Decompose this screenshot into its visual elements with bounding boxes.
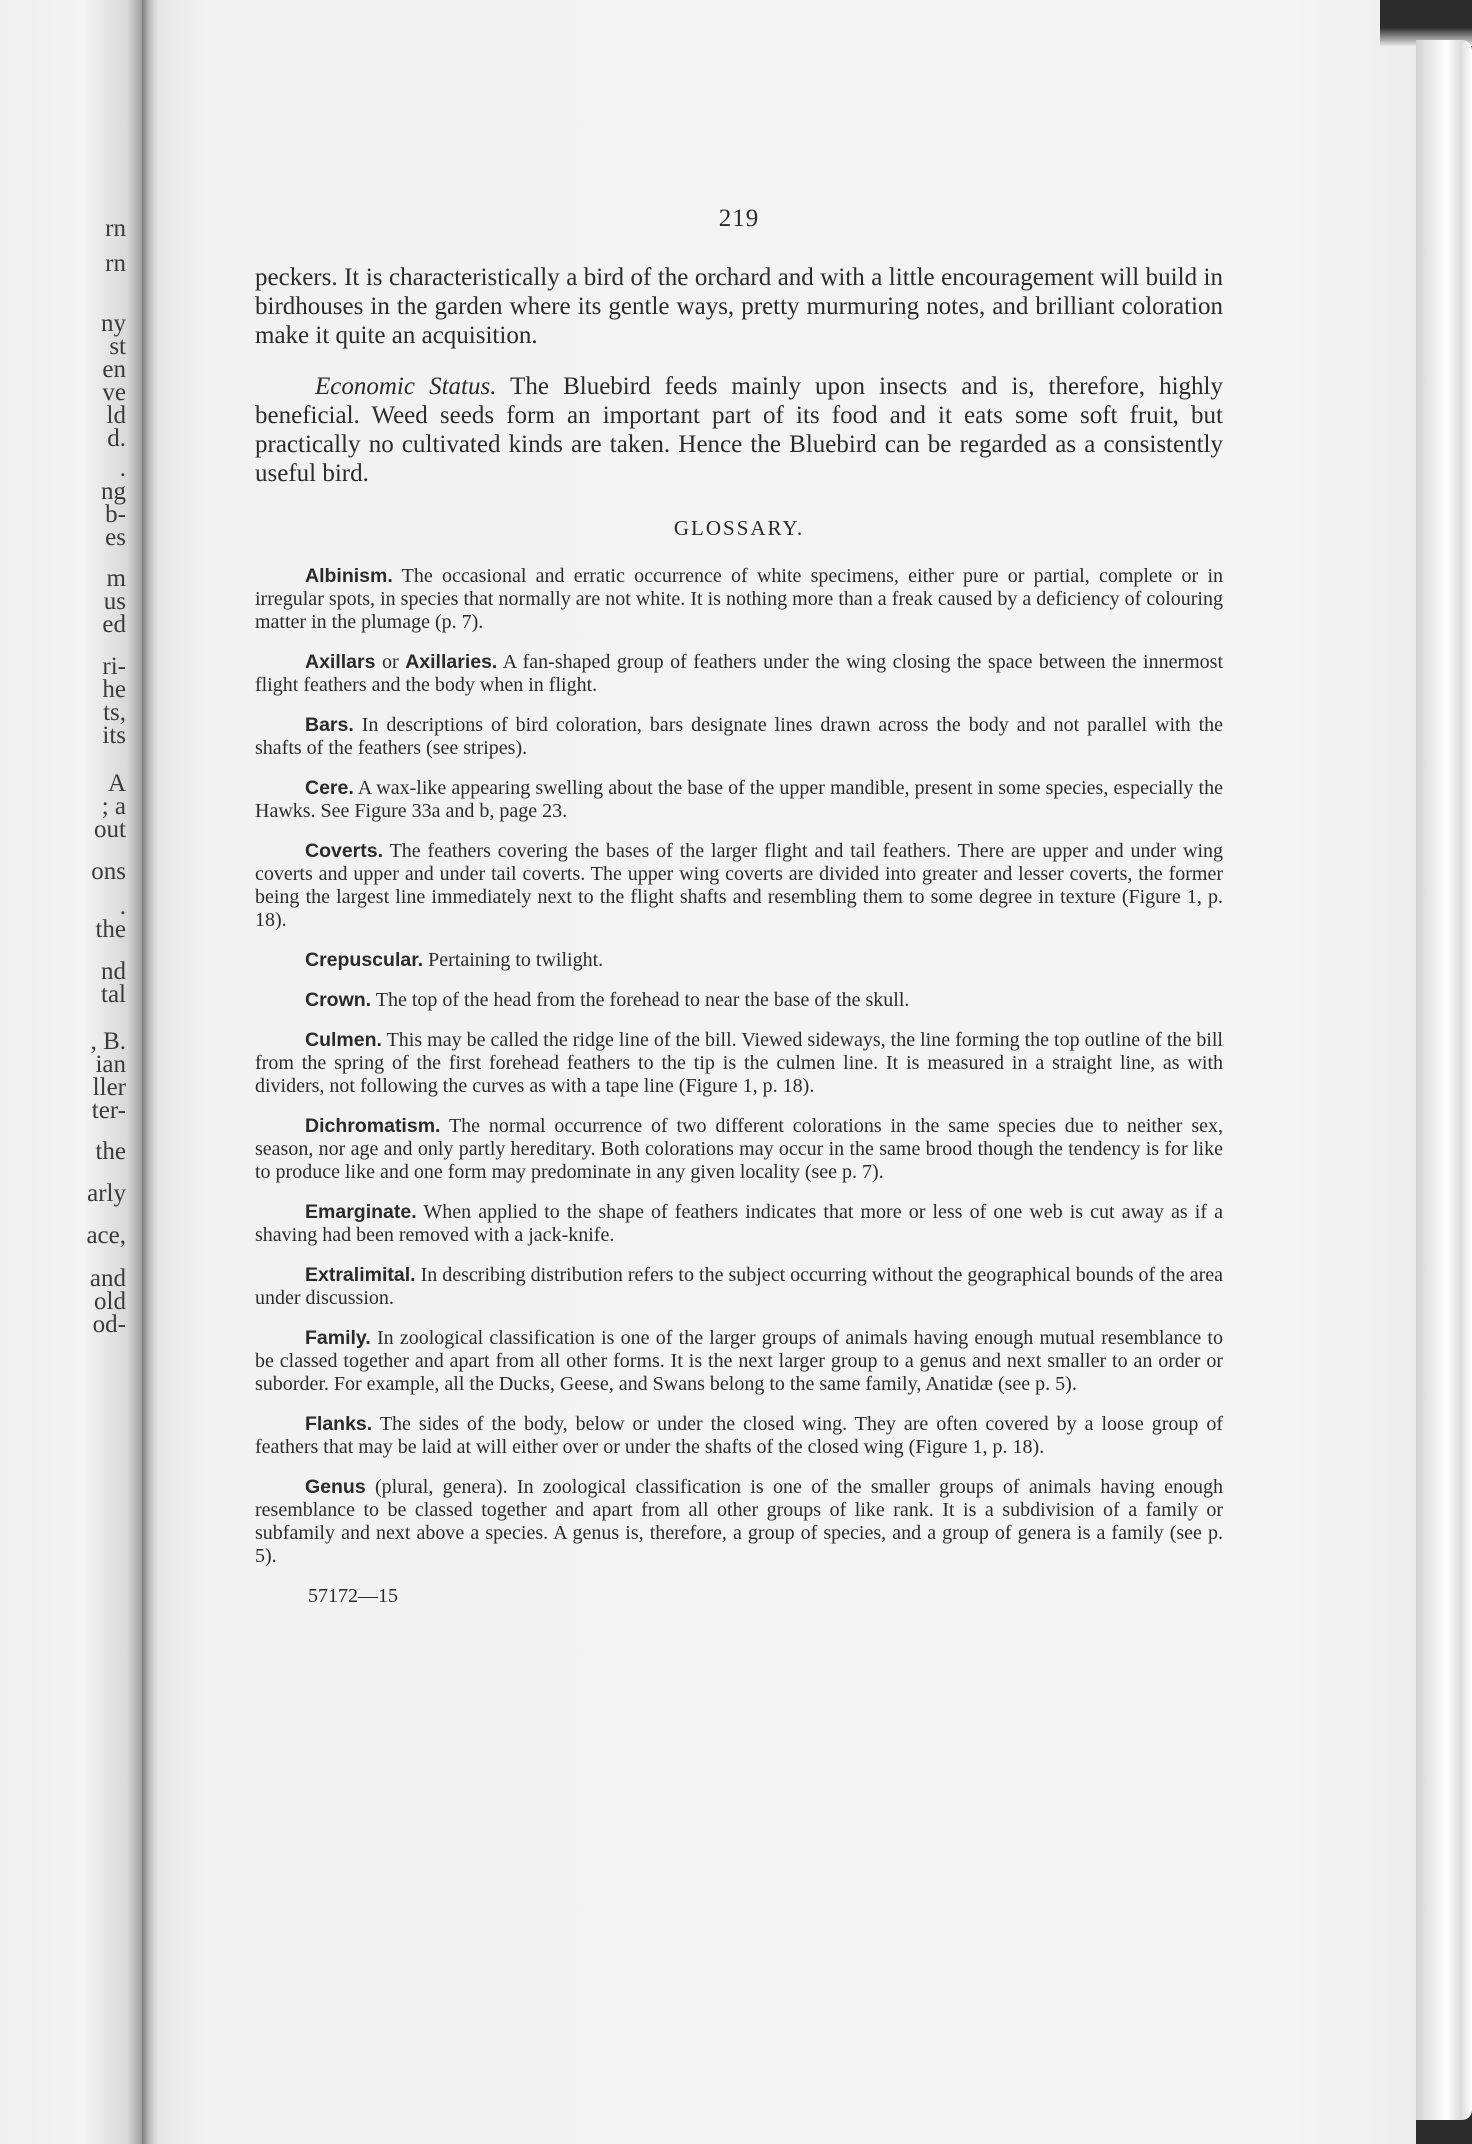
- glossary-entry: [255, 651, 1223, 697]
- glossary-entry: [255, 1476, 1223, 1568]
- glossary-entry: [255, 949, 1223, 972]
- left-page-fragment: rn: [105, 250, 126, 277]
- glossary-term: Axillars: [305, 651, 376, 673]
- glossary-entry: [255, 1115, 1223, 1184]
- left-page-fragment: tal: [101, 981, 126, 1008]
- glossary-heading: GLOSSARY.: [673, 516, 805, 540]
- glossary-term-connector: or: [375, 651, 406, 673]
- left-page-fragment: ons: [91, 858, 126, 885]
- glossary-entry: [255, 777, 1223, 823]
- left-page-fragment: A: [107, 770, 126, 797]
- glossary-definition: In descriptions of bird coloration, bars designate lines drawn across the body and not parallel with the shafts of the feathers (see stripes).: [255, 714, 1223, 759]
- left-page-fragment: ng: [101, 478, 126, 505]
- glossary-term: Emarginate.: [305, 1201, 417, 1223]
- left-facing-page: [0, 0, 142, 2144]
- economic-status-paragraph: [255, 372, 1223, 488]
- left-page-fragment: its: [102, 722, 126, 749]
- left-page-fragment: us: [103, 588, 126, 615]
- economic-status-text: The Bluebird feeds mainly upon insects and is, therefore, highly beneficial. Weed seeds form an important part of its food and it eats some soft fruit, but practically no cultivated kinds are taken. Hence the Bluebird can be regarded as a consistently useful bird.: [255, 373, 1224, 487]
- glossary-term: Dichromatism.: [305, 1115, 441, 1137]
- glossary-definition: In zoological classification is one of the smaller groups of animals having enough resemblance to be classed together and apart from all other groups of like rank. It is a subdivision of a family or subfamily and next above a species. A genus is, therefore, a group of species, and a group of genera is a family (see p. 5).: [255, 1476, 1224, 1567]
- left-page-fragment: ts,: [103, 699, 126, 726]
- left-page-fragment: the: [95, 916, 126, 943]
- glossary-term: Flanks.: [305, 1413, 373, 1435]
- left-page-fragment: b-: [105, 501, 126, 528]
- left-page-fragment: rn: [105, 215, 126, 242]
- left-page-fragment: m: [106, 565, 126, 592]
- glossary-term: Crepuscular.: [305, 949, 424, 971]
- left-page-fragment: ri-: [102, 653, 126, 680]
- glossary-term: Albinism.: [305, 565, 393, 587]
- left-page-fragment: en: [102, 356, 126, 383]
- left-page-fragment: ller: [92, 1074, 126, 1101]
- glossary-definition: In zoological classification is one of the larger groups of animals having enough mutual resemblance to be classed together and apart from all other forms. It is the next larger group to a genus and next smaller to an order or suborder. For example, all the Ducks, Geese, and Swans belong to the same family, Anatidæ (see p. 5).: [255, 1327, 1223, 1395]
- page-content: [255, 205, 1223, 1608]
- glossary-term-alt: Axillaries.: [405, 651, 498, 673]
- glossary-definition: A fan-shaped group of feathers under the wing closing the space between the innermost flight feathers and the body when in flight.: [255, 651, 1223, 696]
- left-page-fragment: ve: [102, 379, 126, 406]
- left-page-fragment: out: [94, 816, 126, 843]
- glossary-entry: [255, 840, 1223, 932]
- glossary-definition: The top of the head from the forehead to near the base of the skull.: [371, 989, 910, 1011]
- glossary-term: Family.: [305, 1327, 371, 1349]
- glossary-entry: [255, 1029, 1223, 1098]
- glossary-entry: [255, 714, 1223, 760]
- left-page-fragment: od-: [92, 1311, 126, 1338]
- glossary-term-connector: (plural, genera).: [365, 1476, 508, 1498]
- glossary-definition: The feathers covering the bases of the larger flight and tail feathers. There are upper and under wing coverts and upper and under tail coverts. The upper wing coverts are divided into greater and lesser coverts, the former being the largest line immediately next to the flight shafts and resembling them to some degree in texture (Figure 1, p. 18).: [255, 840, 1223, 931]
- glossary-definition: A wax-like appearing swelling about the base of the upper mandible, present in some species, especially the Hawks. See Figure 33a and b, page 23.: [255, 777, 1223, 822]
- book-gutter: [142, 0, 158, 2144]
- glossary-entry: [255, 1264, 1223, 1310]
- left-page-fragment: ed: [102, 611, 126, 638]
- glossary-definition: This may be called the ridge line of the bill. Viewed sideways, the line forming the top outline of the bill from the spring of the first forehead feathers to the tip is the culmen line. It is measured in a straight line, as with dividers, not following the curves as with a tape line (Figure 1, p. 18).: [255, 1029, 1223, 1097]
- intro-paragraph: peckers. It is characteristically a bird of the orchard and with a little encouragement will build in birdhouses in the garden where its gentle ways, pretty murmuring notes, and brilliant coloration make it quite an acquisition.: [255, 264, 1223, 349]
- glossary-term: Crown.: [305, 989, 372, 1011]
- left-page-fragment: .: [119, 893, 126, 920]
- left-page-text-fragments: [0, 0, 142, 2144]
- glossary-entry: [255, 1327, 1223, 1396]
- left-page-fragment: ny: [101, 310, 126, 337]
- glossary-definition: The sides of the body, below or under the closed wing. They are often covered by a loose group of feathers that may be laid at will either over or under the shafts of the closed wing (Figure 1, p. 18).: [255, 1413, 1223, 1458]
- left-page-fragment: nd: [101, 958, 126, 985]
- glossary-definition: The occasional and erratic occurrence of white specimens, either pure or partial, complete or in irregular spots, in species that normally are not white. It is nothing more than a freak caused by a deficiency of colouring matter in the plumage (p. 7).: [255, 565, 1223, 633]
- glossary-term: Cere.: [305, 777, 354, 799]
- left-page-fragment: old: [94, 1288, 126, 1315]
- left-page-fragment: es: [105, 524, 126, 551]
- left-page-fragment: he: [102, 676, 126, 703]
- glossary-entry: [255, 1201, 1223, 1247]
- left-page-fragment: ; a: [101, 793, 126, 820]
- glossary-definition: When applied to the shape of feathers indicates that more or less of one web is cut away as if a shaving had been removed with a jack-knife.: [255, 1201, 1223, 1246]
- left-page-fragment: ld: [106, 402, 126, 429]
- page-number: 219: [718, 205, 760, 232]
- left-page-fragment: ace,: [86, 1222, 126, 1249]
- glossary-entry: [255, 1413, 1223, 1459]
- left-page-fragment: ter-: [91, 1097, 126, 1124]
- page-edges: [1416, 40, 1472, 2120]
- left-page-fragment: , B.: [90, 1028, 126, 1055]
- glossary-entry: [255, 565, 1223, 634]
- glossary-term: Coverts.: [305, 840, 384, 862]
- glossary-definition: In describing distribution refers to the subject occurring without the geographical bounds of the area under discussion.: [255, 1264, 1223, 1309]
- left-page-fragment: ian: [95, 1051, 126, 1078]
- glossary-term: Culmen.: [305, 1029, 382, 1051]
- glossary-definition: Pertaining to twilight.: [423, 949, 604, 971]
- glossary-term: Extralimital.: [305, 1264, 416, 1286]
- left-page-fragment: st: [109, 333, 126, 360]
- left-page-fragment: the: [95, 1138, 126, 1165]
- glossary-entry: [255, 989, 1223, 1012]
- glossary-list: [255, 565, 1223, 1568]
- left-page-fragment: .: [119, 455, 126, 482]
- left-page-fragment: d.: [107, 425, 126, 452]
- glossary-term: Bars.: [305, 714, 354, 736]
- glossary-term: Genus: [305, 1476, 366, 1498]
- left-page-fragment: arly: [87, 1180, 126, 1207]
- left-page-fragment: and: [89, 1265, 126, 1292]
- glossary-definition: The normal occurrence of two different colorations in the same species due to neither sex, season, nor age and only partly hereditary. Both colorations may occur in the same brood though the tendency is for like to produce like and one form may predominate in any given locality (see p. 7).: [255, 1115, 1223, 1183]
- signature-code: 57172—15: [308, 1585, 398, 1607]
- economic-status-label: Economic Status.: [315, 373, 497, 400]
